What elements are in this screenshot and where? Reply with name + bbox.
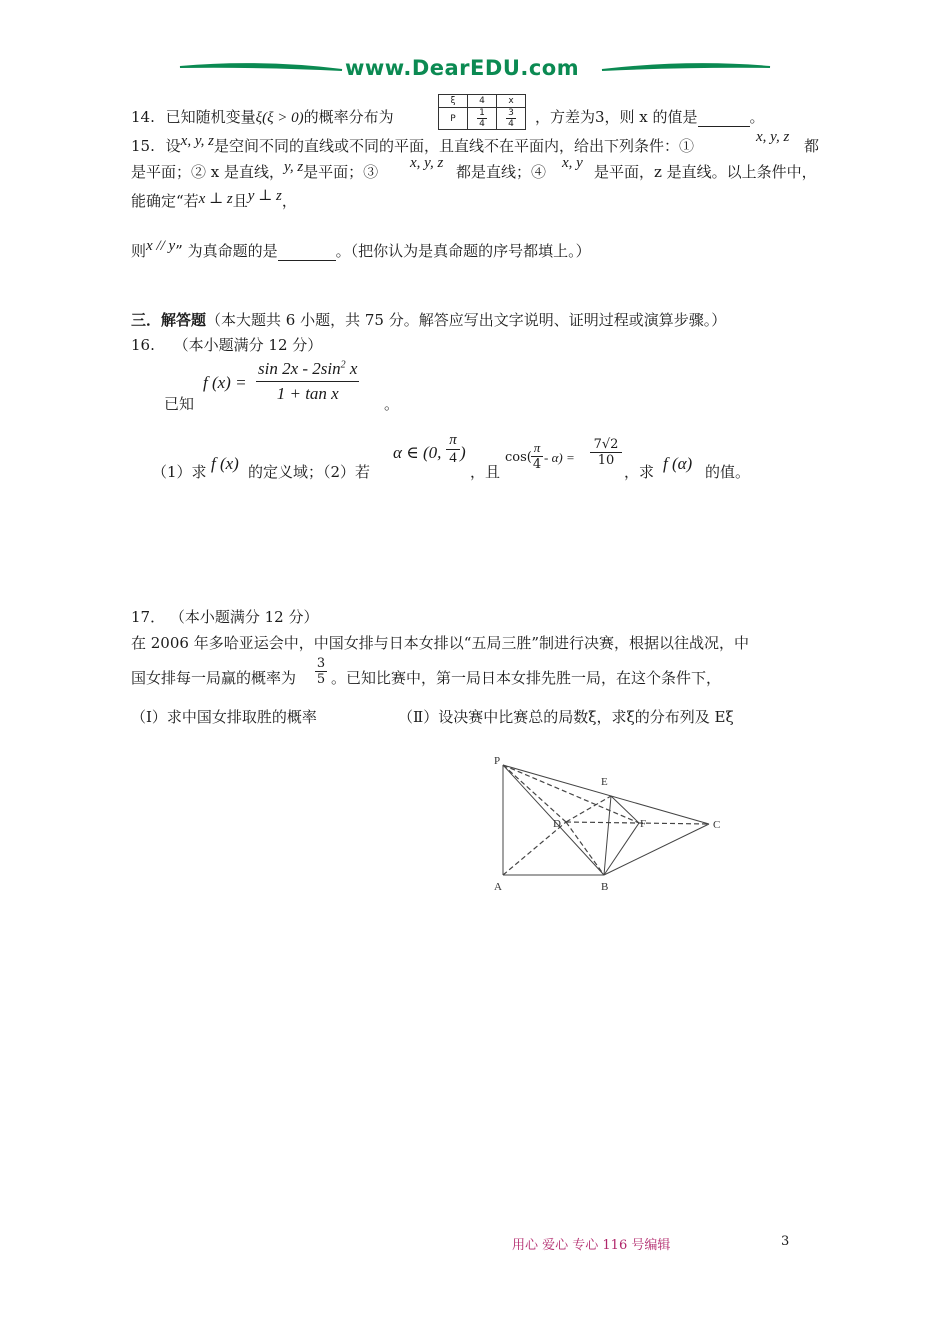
q16-fx: f (x) = [203, 373, 247, 392]
label-C: C [713, 819, 721, 831]
q17-header: 17． （本小题满分 12 分） [131, 608, 319, 626]
q14-tail: ，方差为3，则 x 的值是 。 [535, 108, 765, 126]
edge-DE [566, 796, 611, 822]
footer-note: 用心 爱心 专心 116 号编辑 [512, 1238, 671, 1253]
q17-line2: 国女排每一局赢的概率为 [131, 669, 297, 687]
q16-part1: （1）求 [152, 463, 207, 481]
edge-PF [503, 765, 639, 823]
q17-probability-fraction: 3 5 [316, 656, 326, 687]
edge-PC [503, 765, 709, 824]
q14-line: 14. 已知随机变量ξ(ξ > 0)的概率分布为 [131, 108, 394, 126]
q16-function-fraction: $\sin 2x - 2\sin^2$ x 1 + tan x [258, 359, 358, 403]
q15-answer-blank[interactable] [278, 242, 336, 261]
q15-line1: 15. 设x, y, z是空间不同的直线或不同的平面，且直线不在平面内，给出下列条件：① [131, 133, 694, 155]
label-B: B [601, 881, 609, 893]
q14-number: 14. [131, 108, 155, 126]
q15-line4: 则x // y” 为真命题的是 。（把你认为是真命题的序号都填上。） [131, 238, 591, 260]
q16-header: 16. （本小题满分 12 分） [131, 336, 323, 354]
label-D: D [553, 818, 561, 830]
q17-line1: 在 2006 年多哈亚运会中，中国女排与日本女排以“五局三胜”制进行决赛，根据以往战况，中 [131, 634, 750, 652]
q17-part2: （Ⅱ）设决赛中比赛总的局数ξ，求ξ的分布列及 Eξ [398, 708, 734, 726]
q15-line2: 是平面；② x 是直线，y, z是平面；③ [131, 159, 379, 181]
pyramid-figure [480, 745, 740, 900]
label-F: F [640, 818, 647, 830]
edge-BE [604, 796, 611, 875]
q16-alpha-interval: α ∈ (0, [393, 443, 442, 462]
q14-xi: ξ(ξ > 0) [255, 110, 304, 126]
edge-BC [604, 824, 709, 875]
section-3-heading: 三．解答题（本大题共 6 小题，共 75 分。解答应写出文字说明、证明过程或演算步骤。） [131, 311, 727, 329]
edge-BF [604, 823, 639, 875]
q15-number: 15. [131, 137, 155, 155]
site-logo[interactable]: www.DearEDU.com [345, 56, 580, 80]
q15-line3: 能确定“若x ⊥ z且y ⊥ z， [131, 188, 297, 210]
label-A: A [494, 881, 502, 893]
q14-answer-blank[interactable] [698, 108, 750, 127]
label-P: P [494, 755, 501, 767]
label-E: E [601, 776, 608, 788]
q16-cos-condition: cos( [505, 450, 532, 465]
page-number: 3 [781, 1234, 790, 1249]
q14-distribution-table: ξ 4 x P $\frac{1}{4}$ $\frac{3}{4}$ [438, 94, 526, 130]
edge-DB [566, 822, 604, 875]
q17-part1: （Ⅰ）求中国女排取胜的概率 [131, 708, 317, 726]
